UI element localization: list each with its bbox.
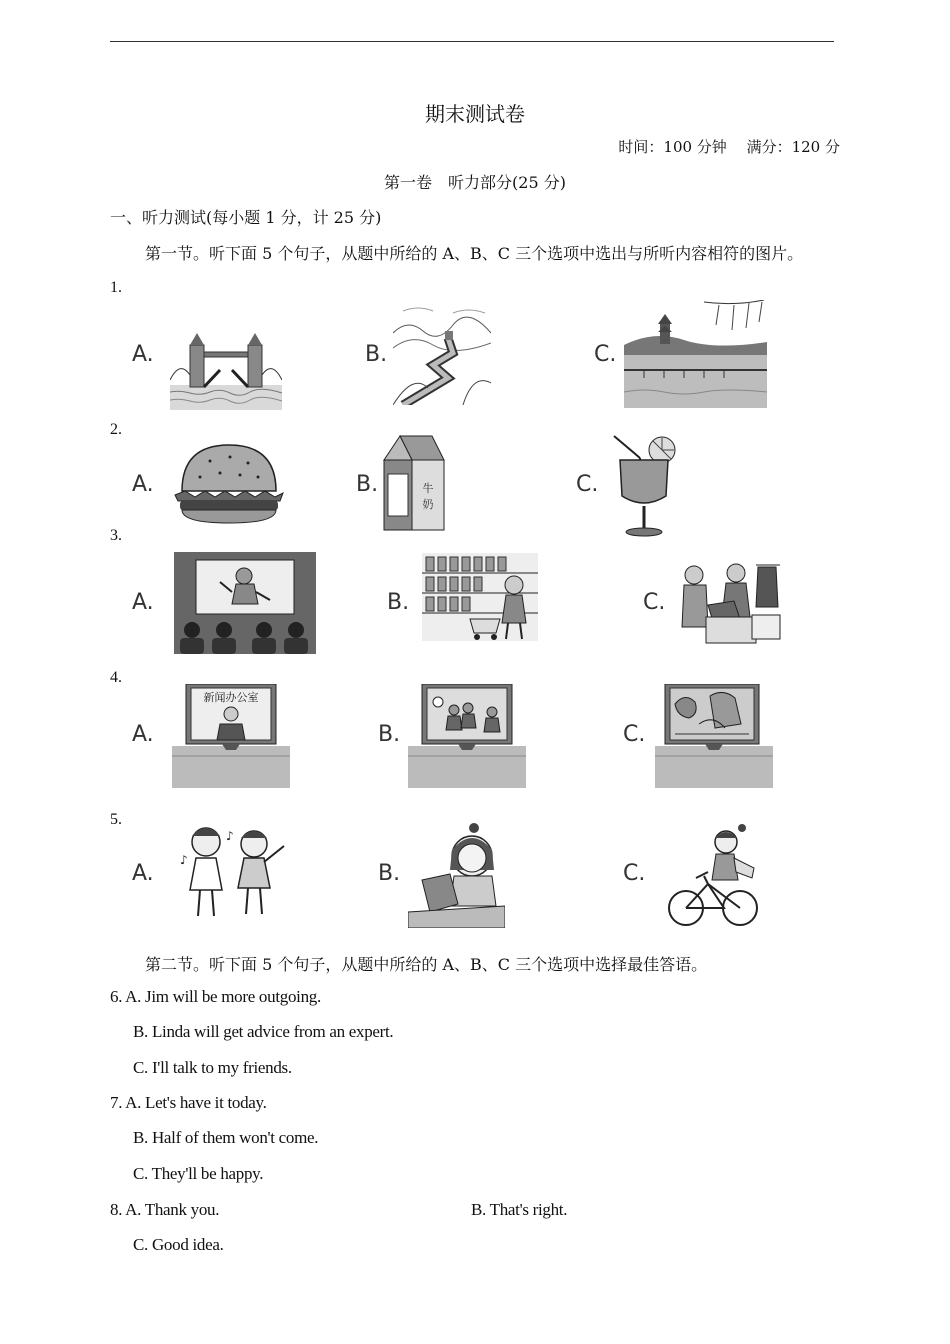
sub-section-1-instruction: 第一节。听下面 5 个句子，从题中所给的 A、B、C 三个选项中选出与所听内容相符的图片。: [145, 244, 804, 263]
answer-option: C. I'll talk to my friends.: [133, 1058, 292, 1077]
score-info: 满分：120 分: [746, 138, 840, 156]
answer-option: A. Thank you.: [125, 1200, 220, 1219]
answer-option: B. Linda will get advice from an expert.: [133, 1022, 394, 1041]
question-number: 5.: [110, 811, 122, 828]
sub-section-2-instruction: 第二节。听下面 5 个句子，从题中所给的 A、B、C 三个选项中选择最佳答语。: [145, 955, 708, 974]
question-6: [110, 987, 321, 1007]
milk-carton-image: [382, 434, 447, 532]
option-letter: A.: [132, 590, 154, 615]
question-number: 2.: [110, 421, 122, 438]
option-letter: A.: [132, 342, 154, 367]
answer-option: A. Jim will be more outgoing.: [125, 987, 321, 1006]
exam-meta: [618, 136, 840, 157]
option-letter: C.: [623, 722, 646, 747]
option-letter: C.: [594, 342, 617, 367]
great-wall-image: [393, 303, 491, 405]
question-number: 8.: [110, 1200, 123, 1219]
option-letter: A.: [132, 722, 154, 747]
cinema-image: [174, 552, 316, 654]
question-number: 1.: [110, 279, 122, 296]
girls-singing-image: [172, 820, 290, 920]
answer-option: B. That's right.: [471, 1200, 568, 1219]
question-number: 3.: [110, 527, 122, 544]
answer-option: A. Let's have it today.: [125, 1093, 267, 1112]
option-letter: B.: [378, 722, 401, 747]
svg-text:♪: ♪: [226, 829, 234, 843]
question-number: 4.: [110, 669, 122, 686]
option-letter: C.: [576, 472, 599, 497]
option-letter: B.: [356, 472, 379, 497]
girl-cycling-image: [668, 822, 760, 928]
tv-news-image: [172, 684, 290, 788]
option-letter: C.: [643, 590, 666, 615]
juice-glass-image: [612, 434, 684, 538]
header-rule: [110, 41, 834, 42]
svg-text:♪: ♪: [180, 853, 188, 867]
answer-option: B. Half of them won't come.: [133, 1128, 319, 1147]
west-lake-pagoda-image: [624, 300, 767, 408]
girl-reading-image: [408, 820, 505, 928]
milk-carton-text: 牛: [422, 482, 434, 495]
tv-sports-image: [408, 684, 526, 788]
option-letter: A.: [132, 861, 154, 886]
tv-news-caption: 新闻办公室: [203, 691, 259, 704]
hamburger-image: [170, 443, 288, 525]
tower-bridge-image: [170, 330, 282, 410]
question-number: 6.: [110, 987, 123, 1006]
page-title: 期末测试卷: [425, 102, 525, 126]
option-letter: B.: [387, 590, 410, 615]
option-letter: B.: [365, 342, 388, 367]
answer-option: C. They'll be happy.: [133, 1164, 264, 1183]
part-title: 第一卷 听力部分(25 分): [384, 173, 566, 192]
question-8: [110, 1200, 219, 1220]
clothes-shop-image: [680, 557, 782, 647]
option-letter: C.: [623, 861, 646, 886]
question-number: 7.: [110, 1093, 123, 1112]
option-letter: A.: [132, 472, 154, 497]
question-7: [110, 1093, 267, 1113]
tv-cartoon-image: [655, 684, 773, 788]
answer-option: C. Good idea.: [133, 1235, 224, 1254]
section-heading: 一、听力测试(每小题 1 分，计 25 分): [110, 208, 382, 227]
time-info: 时间：100 分钟: [618, 138, 727, 156]
supermarket-image: [422, 553, 538, 641]
svg-text:奶: 奶: [422, 498, 434, 511]
option-letter: B.: [378, 861, 401, 886]
